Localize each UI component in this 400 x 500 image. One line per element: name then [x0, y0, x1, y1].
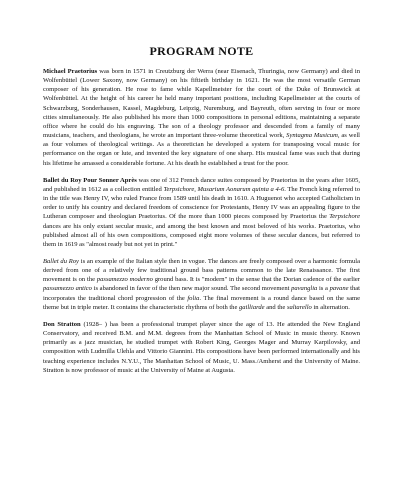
text-run: was one of 312 French dance suites composed by Praetorius in the years after 1605, and published in 1612 as a collection entitled: [43, 176, 360, 193]
text-run: ground bass. It is "modern" in the sense that the Dorian cadence of the earlier: [152, 276, 360, 284]
text-run: is abandoned in favor of the then new major sound. The second movement: [91, 285, 292, 293]
italic-run: Ballet du Roy: [43, 257, 79, 265]
text-run: (1928– ) has been a professional trumpet player since the age of 13. He attended the New England Conservatory, and received B.M. and M.M. degrees from the Manhattan School of Music in music theory. Known primarily as a jazz musician, he studied trumpet with Robert King, Georges Mager and Murray Karpilovsky, and composition with Ludmilla Ulehla and Vittorio Giannini. His compositions have been performed internationally and his teaching experience includes N.Y.U., The Manhattan School of Music, U. Mass./Amherst and the University of Maine. Stratton is now professor of music at the University of Maine at Augusta.: [43, 320, 360, 374]
text-run: dances are his only extant secular music, and among the best known and most beloved of his works. Praetorius, who published almost all of his own compositions, composed eight more volumes of these secular dances, but referred to them in 1619 as "almost ready but not yet in print.": [43, 222, 360, 248]
paragraph-ballet-du-roy: [43, 176, 360, 249]
paragraph-list: [43, 67, 360, 375]
page-title: PROGRAM NOTE: [149, 44, 254, 58]
text-run: in alternation.: [311, 303, 350, 311]
italic-run: Terpsichore: [329, 213, 360, 221]
text-run: is an example of the Italian style then in vogue. The dances are freely composed over a harmonic formula derived from one of a relatively few traditional ground bass patterns common to the late Renaissance. The first movement is on the: [43, 257, 360, 284]
text-run: . The final movement is a round dance based on the same theme but in triple meter. It contains the characteristic rhythms of both the: [43, 294, 360, 311]
text-run: that incorporates the traditional chord progression of the: [43, 285, 360, 302]
text-run: is a: [317, 285, 330, 293]
italic-run: gailliarde: [239, 303, 265, 311]
text-run: , as well as four volumes of theological writings. As a theoretician he developed a system for transposing vocal music for performance on the organ or lute, and invented the key signature of one sharp. His musical fame was such that during his lifetime he amassed a considerable fortune. At his death he established a trust for the poor.: [43, 132, 360, 167]
paragraph-ballet-example: [43, 257, 360, 312]
paragraph-stratton-bio: [43, 320, 360, 375]
program-note-page: [43, 44, 360, 383]
italic-run: pavane: [329, 285, 349, 293]
paragraph-praetorius-bio: [43, 67, 360, 168]
bold-run: Don Stratton: [43, 320, 81, 328]
bold-run: Ballet du Roy Pour Sonner Après: [43, 176, 137, 184]
italic-run: passamezzo antico: [43, 285, 92, 293]
text-run: was born in 1571 in Creutzburg der Werra (near Eisenach, Thuringia, now Germany) and died in Wolfenbüttel (Lower Saxony, now Germany) on his fiftieth birthday in 1621. He was the most versatile German composer of his generation. He rose to fame while Kapellmeister for the court of the Duke of Brunswick at Wolfenbüttel. At the height of his career he held many important positions, including Kapellmeister at the courts of Schwarzburg, Sonderhausen, Kassel, Magdeburg, Leipzig, Nuremburg, and Bayreuth, often serving in four or more cities simultaneously. He also published his more than 1000 compositions in personal editions, maintaining a separate office where he could do his engraving. The son of a theology professor and descended from a family of many musicians, teachers, and theologians, he wrote an important three-volume theoretical work,: [43, 68, 360, 140]
italic-run: Terpsichore, Musarium Aonarum quinta a 4-6: [163, 185, 285, 193]
italic-run: Syntagma Musicum: [286, 132, 338, 140]
text-run: and the: [264, 303, 287, 311]
text-run: . The French king referred to in the title was Henry IV, who ruled France from 1589 until his death in 1610. A Huguenot who accepted Catholicism in order to unify his country and declared freedom of conscience for Protestants, Henry IV was an appealing figure to the Lutheran composer and theologian Praetorius. Of the more than 1000 pieces composed by Praetorius the: [43, 185, 360, 221]
italic-run: passamezzo moderno: [96, 276, 153, 284]
italic-run: folia: [187, 294, 200, 302]
bold-run: Michael Praetorius: [43, 68, 98, 75]
italic-run: saltarello: [286, 303, 312, 311]
italic-run: pavanglia: [291, 285, 318, 293]
